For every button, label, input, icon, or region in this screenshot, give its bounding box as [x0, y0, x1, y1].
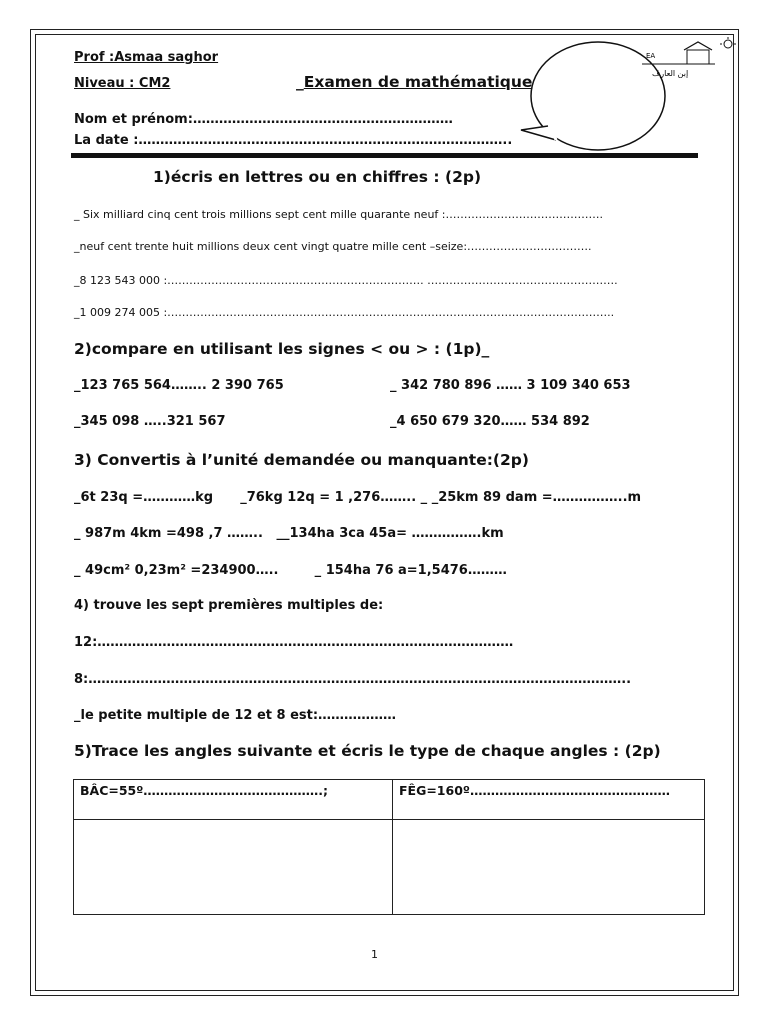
section1-item-1: _ Six milliard cinq cent trois millions sept cent mille quarante neuf :…………………………………….	[74, 208, 603, 221]
date-field: La date :…………………………………………………………………………..	[74, 133, 513, 148]
smallest-multiple-line: _le petite multiple de 12 et 8 est:………………	[74, 708, 397, 723]
angle-bac-label: BÂC=55º…………………………………….;	[74, 780, 393, 820]
convert-line-3: _ 49cm² 0,23m² =234900….. _ 154ha 76 a=1,5476………	[74, 563, 507, 578]
multiples-8-line: 8:……………………………………………………………………………………………………………..	[74, 672, 632, 687]
section1-item-3: _8 123 543 000 :……………………………………………………………. …………………………………………….	[74, 274, 618, 287]
angle-feg-drawing-area	[393, 820, 705, 915]
angles-table	[73, 779, 705, 915]
page-number: 1	[371, 948, 378, 961]
logo-text: إبن العارف	[652, 69, 689, 78]
header-divider	[71, 153, 698, 158]
niveau: Niveau : CM2	[74, 76, 171, 91]
nom-prenom-field: Nom et prénom:……………………………………………………	[74, 112, 453, 127]
compare-left-1: _123 765 564…….. 2 390 765	[74, 378, 284, 393]
angle-feg-label: FÊG=160º…………………………………………	[393, 780, 705, 820]
prof-name: Prof :Asmaa saghor	[74, 50, 219, 65]
exam-title-text: Examen de mathématique	[303, 73, 533, 91]
section4-heading: 4) trouve les sept premières multiples de:	[74, 598, 384, 613]
section5-heading: 5)Trace les angles suivante et écris le type de chaque angles : (2p)	[74, 742, 661, 760]
speech-bubble-icon	[0, 0, 768, 160]
multiples-12-line: 12:……………………………………………………………………………………	[74, 635, 514, 650]
section1-item-2: _neuf cent trente huit millions deux cent vingt quatre mille cent –seize:…………………………….	[74, 240, 592, 253]
svg-text:EA: EA	[646, 52, 656, 60]
section1-item-4: _1 009 274 005 :…………………………………………………………………………………………………………..	[74, 306, 615, 319]
exam-title-prefix: _	[296, 73, 304, 91]
section2-heading: 2)compare en utilisant les signes < ou > : (1p)_	[74, 340, 490, 358]
compare-right-1: _ 342 780 896 …… 3 109 340 653	[390, 378, 631, 393]
angle-bac-drawing-area	[74, 820, 393, 915]
compare-right-2: _4 650 679 320…… 534 892	[390, 414, 590, 429]
convert-line-1: _6t 23q =…………kg _76kg 12q = 1 ,276…….. _ _25km 89 dam =……………..m	[74, 490, 642, 505]
school-logo-icon	[640, 36, 740, 78]
compare-left-2: _345 098 …..321 567	[74, 414, 226, 429]
section3-heading: 3) Convertis à l’unité demandée ou manquante:(2p)	[74, 451, 529, 469]
convert-line-2: _ 987m 4km =498 ,7 …….. __134ha 3ca 45a= …………….km	[74, 526, 504, 541]
section1-heading: 1)écris en lettres ou en chiffres : (2p)	[153, 168, 482, 186]
